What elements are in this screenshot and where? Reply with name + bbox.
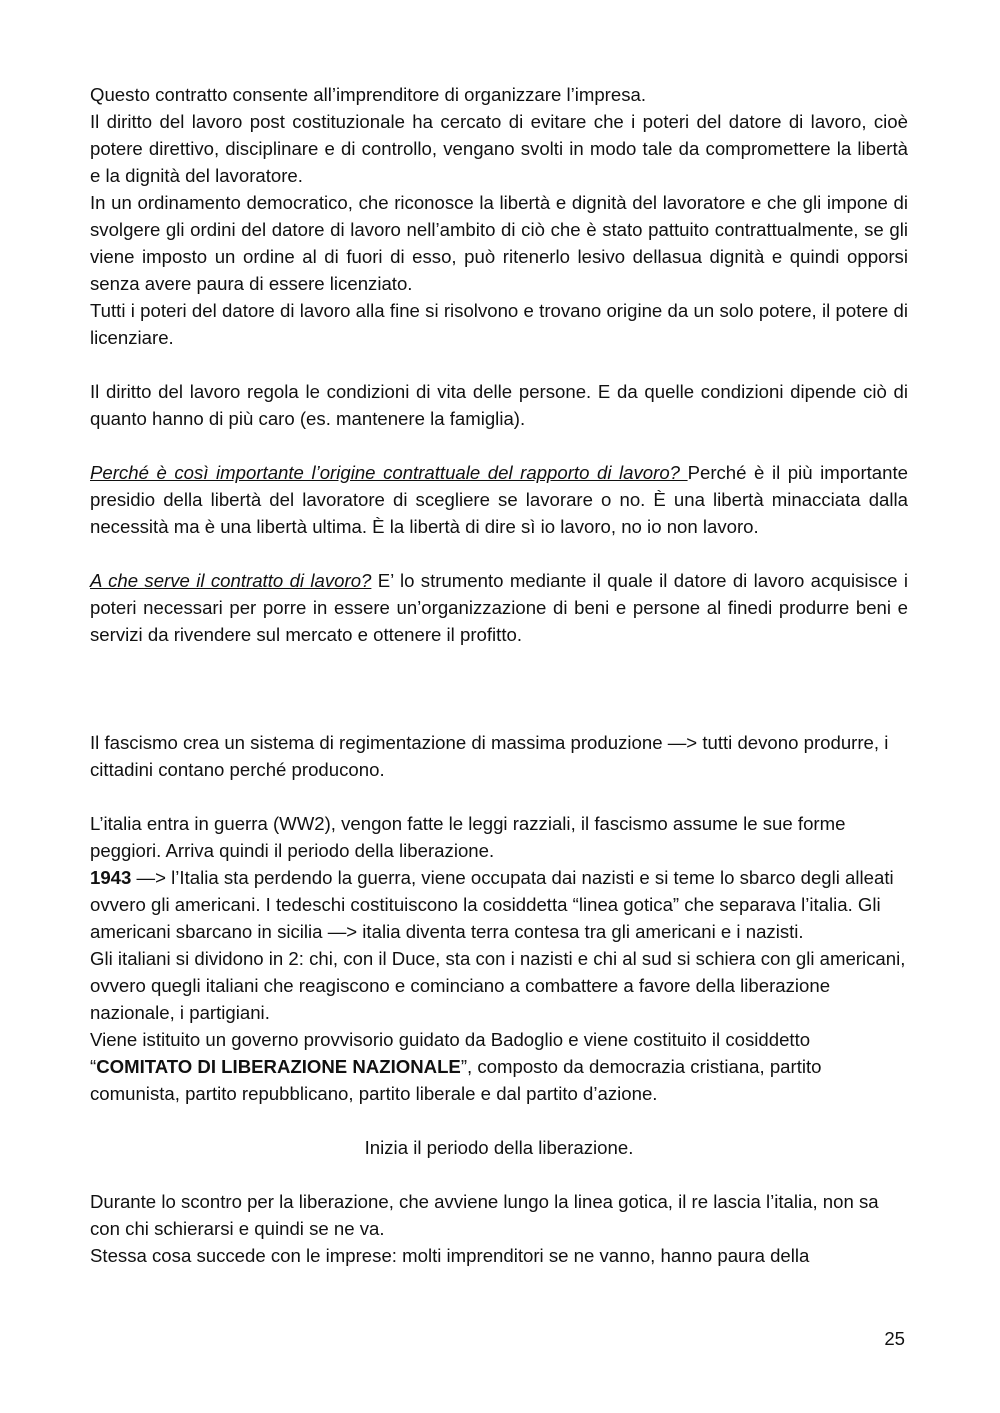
paragraph-5: Il diritto del lavoro regola le condizioni di vita delle persone. E da quelle condizioni dipende ciò di quanto hanno di più caro (es. mantenere la famiglia). xyxy=(90,381,908,429)
answer-origine-contrattuale: Perché è il più importante presidio della libertà del lavoratore di scegliere se lavorare o no. È una libertà minacciata dalla necessità ma è una libertà ultima. È la libertà di dire sì io lavoro, no io non lavoro. xyxy=(90,462,908,537)
answer-contratto-lavoro: E’ lo strumento mediante il quale il datore di lavoro acquisisce i poteri necessari per porre in essere un’organizzazione di beni e persone al finedi produrre beni e servizi da rivendere sul mercato e ottenere il profitto. xyxy=(90,570,908,645)
year-1943: 1943 xyxy=(90,867,132,888)
spacer xyxy=(90,1161,908,1188)
spacer xyxy=(90,1107,908,1134)
paragraph-9: L’italia entra in guerra (WW2), vengon fatte le leggi razziali, il fascismo assume le sue forme peggiori. Arriva quindi il periodo della liberazione. xyxy=(90,813,846,861)
paragraph-8: Il fascismo crea un sistema di regimentazione di massima produzione —> tutti devono produrre, i cittadini contano perché producono. xyxy=(90,732,889,780)
paragraph-10 xyxy=(90,864,908,945)
paragraph-13: Durante lo scontro per la liberazione, che avviene lungo la linea gotica, il re lascia l’italia, non sa con chi schierarsi e quindi se ne va. xyxy=(90,1191,879,1239)
paragraph-12-text: Viene istituito un governo provvisorio guidato da Badoglio e viene costituito il cosiddetto xyxy=(90,1029,811,1050)
question-origine-contrattuale: Perché è così importante l’origine contrattuale del rapporto di lavoro? xyxy=(90,462,688,483)
spacer xyxy=(90,540,908,567)
paragraph-3: In un ordinamento democratico, che riconosce la libertà e dignità del lavoratore e che gli impone di svolgere gli ordini del datore di lavoro nell’ambito di ciò che è stato pattuito contrattualmente, se gli viene imposto un ordine al di fuori di esso, può ritenerlo lesivo dellasua dignità e quindi opporsi senza avere paura di essere licenziato. xyxy=(90,192,908,294)
paragraph-7 xyxy=(90,567,908,648)
open-quote: “ xyxy=(90,1056,97,1077)
paragraph-11: Gli italiani si dividono in 2: chi, con il Duce, sta con i nazisti e chi al sud si schiera con gli americani, ovvero quegli italiani che reagiscono e cominciano a combattere a favore della liberazione nazionale, i partigiani. xyxy=(90,948,906,1023)
paragraph-4: Tutti i poteri del datore di lavoro alla fine si risolvono e trovano origine da un solo potere, il potere di licenziare. xyxy=(90,300,908,348)
page-number: 25 xyxy=(884,1328,905,1349)
spacer xyxy=(90,432,908,459)
paragraph-6 xyxy=(90,459,908,540)
paragraph-14: Stessa cosa succede con le imprese: molti imprenditori se ne vanno, hanno paura della xyxy=(90,1245,810,1266)
spacer xyxy=(90,648,908,729)
spacer xyxy=(90,351,908,378)
question-contratto-lavoro: A che serve il contratto di lavoro? xyxy=(90,570,372,591)
centered-heading: Inizia il periodo della liberazione. xyxy=(364,1137,634,1158)
paragraph-12-rest: ”, composto da democrazia cristiana, partito comunista, partito repubblicano, partito liberale e dal partito d’azione. xyxy=(90,1056,822,1104)
paragraph-2: Il diritto del lavoro post costituzionale ha cercato di evitare che i poteri del datore di lavoro, cioè potere direttivo, disciplinare e di controllo, vengano svolti in modo tale da compromettere la libertà e la dignità del lavoratore. xyxy=(90,111,908,186)
document-body xyxy=(90,81,908,1269)
spacer xyxy=(90,783,908,810)
paragraph-12 xyxy=(90,1026,908,1107)
paragraph-10-text: —> l’Italia sta perdendo la guerra, viene occupata dai nazisti e si teme lo sbarco degli alleati ovvero gli americani. I tedeschi costituiscono la cosiddetta “linea gotica” che separava l’italia. Gli americani sbarcano in sicilia —> italia diventa terra contesa tra gli americani e i nazisti. xyxy=(90,867,894,942)
cln-name: COMITATO DI LIBERAZIONE NAZIONALE xyxy=(96,1056,461,1077)
paragraph-1: Questo contratto consente all’imprenditore di organizzare l’impresa. xyxy=(90,84,647,105)
